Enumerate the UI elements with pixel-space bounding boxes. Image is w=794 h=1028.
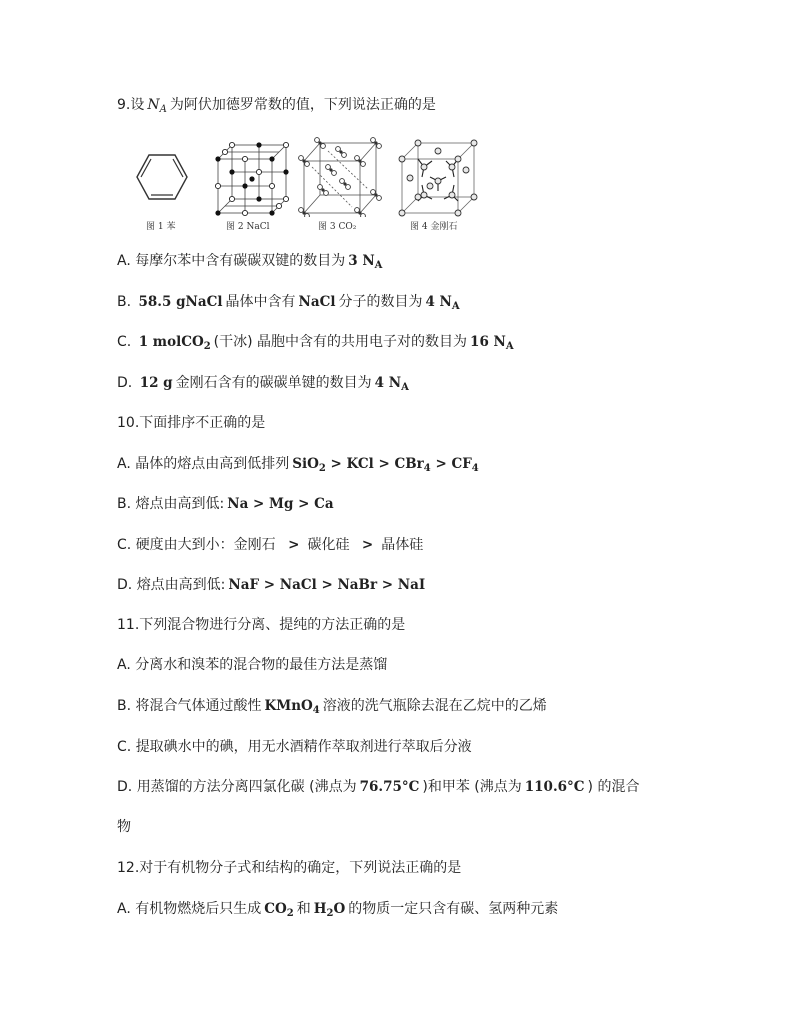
q12-stem: 12.对于有机物分子式和结构的确定，下列说法正确的是	[117, 860, 462, 876]
nacl-lattice-figure	[212, 137, 292, 217]
benzene-figure	[117, 137, 205, 217]
q10-option-a: A. 晶体的熔点由高到低排列 SiO$_2$ > KCl > $CBr_4 > CF_4$	[117, 456, 479, 474]
co2-lattice-figure	[298, 137, 384, 217]
q11-option-b: B. 将混合气体通过酸性 KMnO$_4$ 溶液的洗气瓶除去混在乙烷中的乙烯	[117, 698, 547, 716]
q10-option-d: D. 熔点由高到低: NaF > NaCl > NaBr > NaI	[117, 577, 426, 593]
q11-option-c: C. 提取碘水中的碘，用无水酒精作萃取剂进行萃取后分液	[117, 739, 472, 755]
diamond-lattice-figure	[396, 137, 480, 217]
q11-stem: 11.下列混合物进行分离、提纯的方法正确的是	[117, 617, 406, 633]
q9-option-b: B. 58.5 gNaCl 晶体中含有 NaCl 分子的数目为 4 $N_A$	[117, 294, 460, 312]
q9-option-c: C. 1 molCO$_2$ (干冰) 晶胞中含有的共用电子对的数目为 16 $N_A$	[117, 334, 514, 352]
figure-3-caption: 图 3 CO₂	[318, 222, 357, 232]
figure-2-caption: 图 2 NaCl	[226, 222, 270, 232]
q9-number: 9.设	[117, 97, 145, 113]
figure-1-caption: 图 1 苯	[146, 222, 176, 232]
q9-stem	[117, 95, 436, 115]
na-symbol: $N_A$	[147, 97, 167, 115]
q12-option-a: A. 有机物燃烧后只生成 $CO_2$ 和 $H_2O$ 的物质一定只含有碳、氢两种元素	[117, 901, 559, 919]
q10-stem: 10.下面排序不正确的是	[117, 415, 266, 431]
q10-option-c: C. 硬度由大到小：金刚石 > 碳化硅 > 晶体硅	[117, 537, 424, 553]
q9-option-a: A. 每摩尔苯中含有碳碳双键的数目为 3 $N_A$	[117, 253, 383, 271]
figure-4-caption: 图 4 金刚石	[410, 222, 458, 232]
q11-option-a: A. 分离水和溴苯的混合物的最佳方法是蒸馏	[117, 657, 388, 673]
q11-option-d: D. 用蒸馏的方法分离四氯化碳 (沸点为 76.75°C )和甲苯 (沸点为 110.6°C ) 的混合	[117, 779, 640, 795]
q9-stem-text: 为阿伏加德罗常数的值，下列说法正确的是	[169, 97, 436, 113]
q9-option-d: D. 12 g 金刚石含有的碳碳单键的数目为 4 $N_A$	[117, 375, 409, 393]
q11-option-d-wrap: 物	[117, 819, 131, 835]
q10-option-b: B. 熔点由高到低: Na > Mg > Ca	[117, 496, 334, 512]
